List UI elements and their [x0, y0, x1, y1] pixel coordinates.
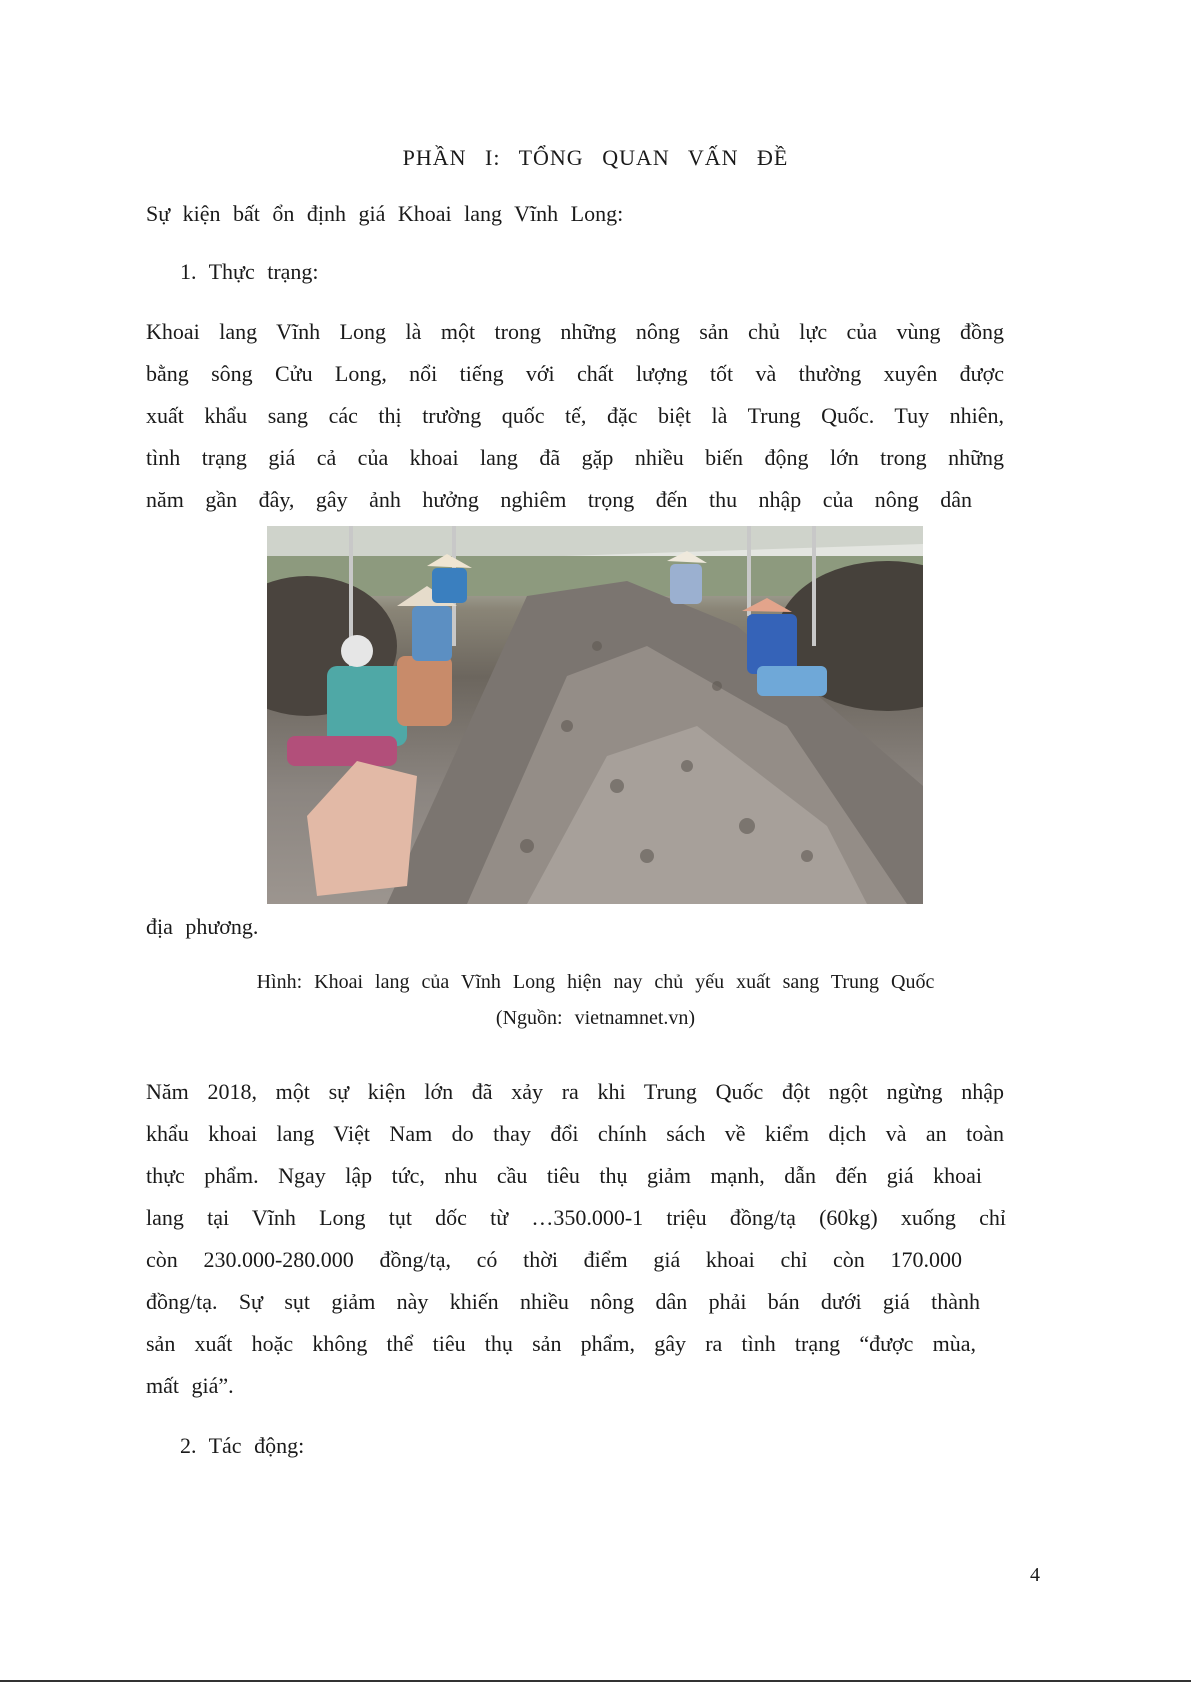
page-bottom-rule — [0, 1680, 1191, 1682]
paragraph-line: Khoai lang Vĩnh Long là một trong những nông sản chủ lực của vùng đồng — [146, 319, 1004, 344]
paragraph-line: khẩu khoai lang Việt Nam do thay đổi chính sách về kiểm dịch và an toàn — [146, 1121, 1004, 1146]
paragraph-line: tình trạng giá cả của khoai lang đã gặp nhiều biến động lớn trong những — [146, 445, 1004, 470]
subtitle: Sự kiện bất ổn định giá Khoai lang Vĩnh Long: — [146, 201, 624, 226]
paragraph-line: thực phẩm. Ngay lập tức, nhu cầu tiêu thụ giảm mạnh, dẫn đến giá khoai — [146, 1163, 982, 1188]
section-heading-1: 1. Thực trạng: — [180, 259, 319, 284]
photo-illustration — [267, 526, 923, 904]
paragraph-line: lang tại Vĩnh Long tụt dốc từ …350.000-1 triệu đồng/tạ (60kg) xuống chỉ — [146, 1205, 1006, 1230]
paragraph-line: Năm 2018, một sự kiện lớn đã xảy ra khi Trung Quốc đột ngột ngừng nhập — [146, 1079, 1004, 1104]
sweet-potato-photo — [267, 526, 923, 904]
paragraph-line: bằng sông Cửu Long, nổi tiếng với chất lượng tốt và thường xuyên được — [146, 361, 1004, 386]
figure-source: (Nguồn: vietnamnet.vn) — [495, 1007, 696, 1029]
paragraph-line: mất giá”. — [146, 1373, 234, 1398]
page-title: PHẦN I: TỔNG QUAN VẤN ĐỀ — [402, 145, 789, 170]
paragraph-line: đồng/tạ. Sự sụt giảm này khiến nhiều nông dân phải bán dưới giá thành — [146, 1289, 980, 1314]
paragraph-line: địa phương. — [146, 914, 259, 939]
section-heading-2: 2. Tác động: — [180, 1433, 305, 1458]
page-number: 4 — [1030, 1564, 1040, 1586]
paragraph-line: xuất khẩu sang các thị trường quốc tế, đặc biệt là Trung Quốc. Tuy nhiên, — [146, 403, 1004, 428]
paragraph-line: sản xuất hoặc không thể tiêu thụ sản phẩm, gây ra tình trạng “được mùa, — [146, 1331, 976, 1356]
paragraph-line: năm gần đây, gây ảnh hưởng nghiêm trọng đến thu nhập của nông dân — [146, 487, 972, 512]
figure-caption: Hình: Khoai lang của Vĩnh Long hiện nay chủ yếu xuất sang Trung Quốc — [256, 971, 935, 993]
paragraph-line: còn 230.000-280.000 đồng/tạ, có thời điểm giá khoai chỉ còn 170.000 — [146, 1247, 962, 1272]
